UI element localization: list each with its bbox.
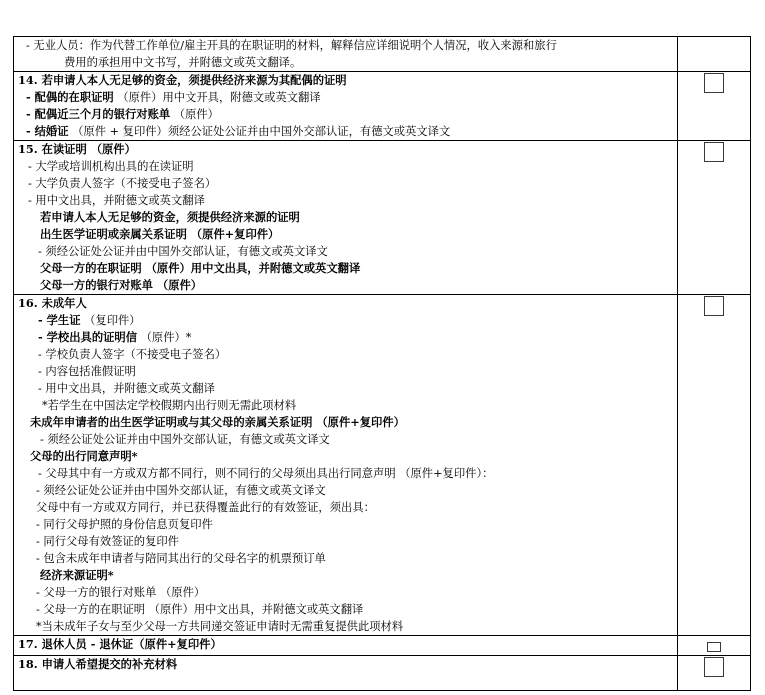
requirement-line: - 学校出具的证明信 （原件）* (38, 330, 192, 344)
checklist-row (14, 141, 751, 295)
document-checkbox[interactable] (704, 73, 724, 93)
checklist-row (14, 37, 751, 72)
requirement-cell (14, 656, 678, 691)
requirement-line: *当未成年子女与至少父母一方共同递交签证申请时无需重复提供此项材料 (36, 620, 404, 633)
requirement-line: - 用中文出具，并附德文或英文翻译 (38, 382, 215, 395)
requirement-cell (14, 636, 678, 656)
requirement-line: - 同行父母有效签证的复印件 (36, 535, 179, 548)
requirement-cell (14, 295, 678, 636)
checklist-row (14, 656, 751, 691)
requirement-line: - 大学或培训机构出具的在读证明 (28, 160, 194, 173)
checklist-table (13, 36, 751, 691)
requirement-line: 经济来源证明* (40, 568, 114, 582)
requirement-line: - 配偶的在职证明 （原件）用中文开具，附德文或英文翻译 (26, 90, 321, 104)
requirement-line: 未成年申请者的出生医学证明或与其父母的亲属关系证明 （原件+复印件） (30, 415, 405, 429)
requirement-line: 若申请人本人无足够的资金，须提供经济来源的证明 (40, 210, 300, 224)
document-checkbox[interactable] (704, 142, 724, 162)
requirement-cell (14, 72, 678, 141)
requirement-line: - 父母一方的在职证明 （原件）用中文出具，并附德文或英文翻译 (36, 603, 364, 616)
requirement-heading: - 无业人员：作为代替工作单位/雇主开具的在职证明的材料，解释信应详细说明个人情况，收入来源和旅行 (26, 39, 557, 52)
requirement-line: *若学生在中国法定学校假期内出行则无需此项材料 (42, 399, 297, 412)
requirement-line: 父母中有一方或双方同行，并已获得覆盖此行的有效签证，须出具： (36, 501, 375, 514)
requirement-line: - 父母一方的银行对账单 （原件） (36, 586, 206, 599)
requirement-heading: 15. 在读证明 （原件） (18, 142, 136, 156)
requirement-line: - 用中文出具，并附德文或英文翻译 (28, 194, 205, 207)
requirement-line: 父母一方的在职证明 （原件）用中文出具，并附德文或英文翻译 (40, 261, 361, 275)
requirement-line: 父母的出行同意声明* (30, 449, 138, 463)
requirement-line: - 须经公证处公证并由中国外交部认证，有德文或英文译文 (36, 484, 326, 497)
checkbox-cell (678, 37, 751, 72)
checklist-rows (14, 37, 751, 691)
document-checkbox[interactable] (704, 296, 724, 316)
checklist-row (14, 295, 751, 636)
checkbox-cell (678, 636, 751, 656)
requirement-line: - 须经公证处公证并由中国外交部认证，有德文或英文译文 (40, 433, 330, 446)
requirement-line: - 配偶近三个月的银行对账单 （原件） (26, 107, 219, 121)
requirement-line: - 内容包括准假证明 (38, 365, 136, 378)
checkbox-cell (678, 295, 751, 636)
requirement-line: - 包含未成年申请者与陪同其出行的父母名字的机票预订单 (36, 552, 326, 565)
requirement-line: 出生医学证明或亲属关系证明 （原件+复印件） (40, 227, 280, 241)
checkbox-cell (678, 656, 751, 691)
requirement-heading: 16. 未成年人 (18, 296, 87, 310)
requirement-line: 父母一方的银行对账单 （原件） (40, 278, 203, 292)
requirement-heading: 18. 申请人希望提交的补充材料 (18, 657, 178, 671)
requirement-line: - 同行父母护照的身份信息页复印件 (36, 518, 213, 531)
checkbox-cell (678, 72, 751, 141)
requirement-line: - 学校负责人签字（不接受电子签名） (38, 348, 227, 361)
requirement-line: - 大学负责人签字（不接受电子签名） (28, 177, 217, 190)
requirement-line: - 学生证 （复印件） (38, 313, 141, 327)
requirement-cell (14, 141, 678, 295)
requirement-heading: 14. 若申请人本人无足够的资金，须提供经济来源为其配偶的证明 (18, 73, 347, 87)
document-checkbox[interactable] (704, 657, 724, 677)
requirement-line: - 须经公证处公证并由中国外交部认证，有德文或英文译文 (38, 245, 328, 258)
requirement-heading: 17. 退休人员 - 退休证（原件+复印件） (18, 637, 222, 651)
document-checkbox[interactable] (707, 642, 721, 652)
requirement-line: 费用的承担用中文书写，并附德文或英文翻译。 (64, 56, 302, 69)
requirement-cell (14, 37, 678, 72)
checklist-row (14, 636, 751, 656)
requirement-line (14, 673, 677, 690)
checklist-row (14, 72, 751, 141)
requirement-line: - 结婚证 （原件 + 复印件）须经公证处公证并由中国外交部认证，有德文或英文译文 (26, 124, 451, 138)
checkbox-cell (678, 141, 751, 295)
requirement-line: - 父母其中有一方或双方都不同行，则不同行的父母须出具出行同意声明 （原件+复印件）： (38, 467, 494, 480)
